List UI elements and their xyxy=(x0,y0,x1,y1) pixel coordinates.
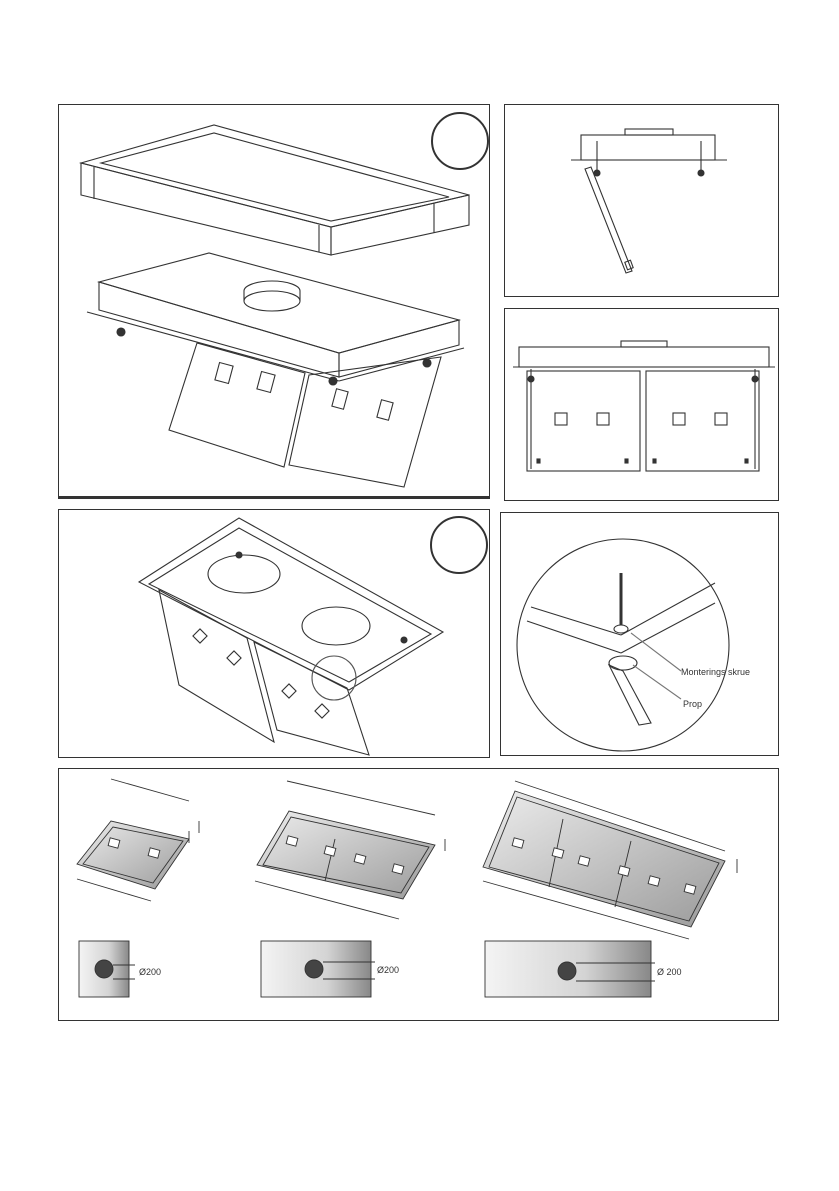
underside-view-drawing xyxy=(59,510,491,759)
prop-rod xyxy=(609,665,651,725)
step-badge-circle xyxy=(431,517,487,573)
hood-large-top xyxy=(485,941,655,997)
dimension-small: Ø200 xyxy=(139,967,162,977)
opened-panel-left xyxy=(159,590,274,742)
zoom-circle xyxy=(517,539,729,751)
dimension-large: Ø 200 xyxy=(657,967,682,977)
label-mounting-screw: Monterings skrue xyxy=(681,667,751,677)
panel-hood-sizes xyxy=(58,768,779,1021)
side-view-closed-drawing xyxy=(505,309,780,502)
hood-large-iso xyxy=(483,781,737,939)
hood-medium-top xyxy=(261,941,375,997)
panel-underside-view xyxy=(58,509,490,758)
panel-side-view-open xyxy=(504,104,779,297)
side-view-open-drawing xyxy=(505,105,780,298)
hood-small-top xyxy=(79,941,135,997)
hood-medium-iso xyxy=(255,781,445,919)
hood-sizes-drawing xyxy=(59,769,780,1022)
hanging-panel xyxy=(585,167,632,273)
panel-exploded-assembly xyxy=(58,104,490,498)
filter-panel-left xyxy=(527,371,640,471)
panel-1-bottom-rule xyxy=(58,496,490,499)
hood-small-iso xyxy=(77,779,199,901)
dimension-medium: Ø200 xyxy=(377,965,400,975)
opened-panel-right xyxy=(254,642,369,755)
detail-zoom-drawing xyxy=(501,513,780,757)
filter-panel-right xyxy=(646,371,759,471)
panel-side-view-closed xyxy=(504,308,779,501)
panel-detail-zoom xyxy=(500,512,779,756)
exploded-assembly-drawing xyxy=(59,105,491,499)
mounting-frame xyxy=(81,125,469,255)
step-badge-circle xyxy=(432,113,488,169)
label-prop: Prop xyxy=(683,699,703,709)
